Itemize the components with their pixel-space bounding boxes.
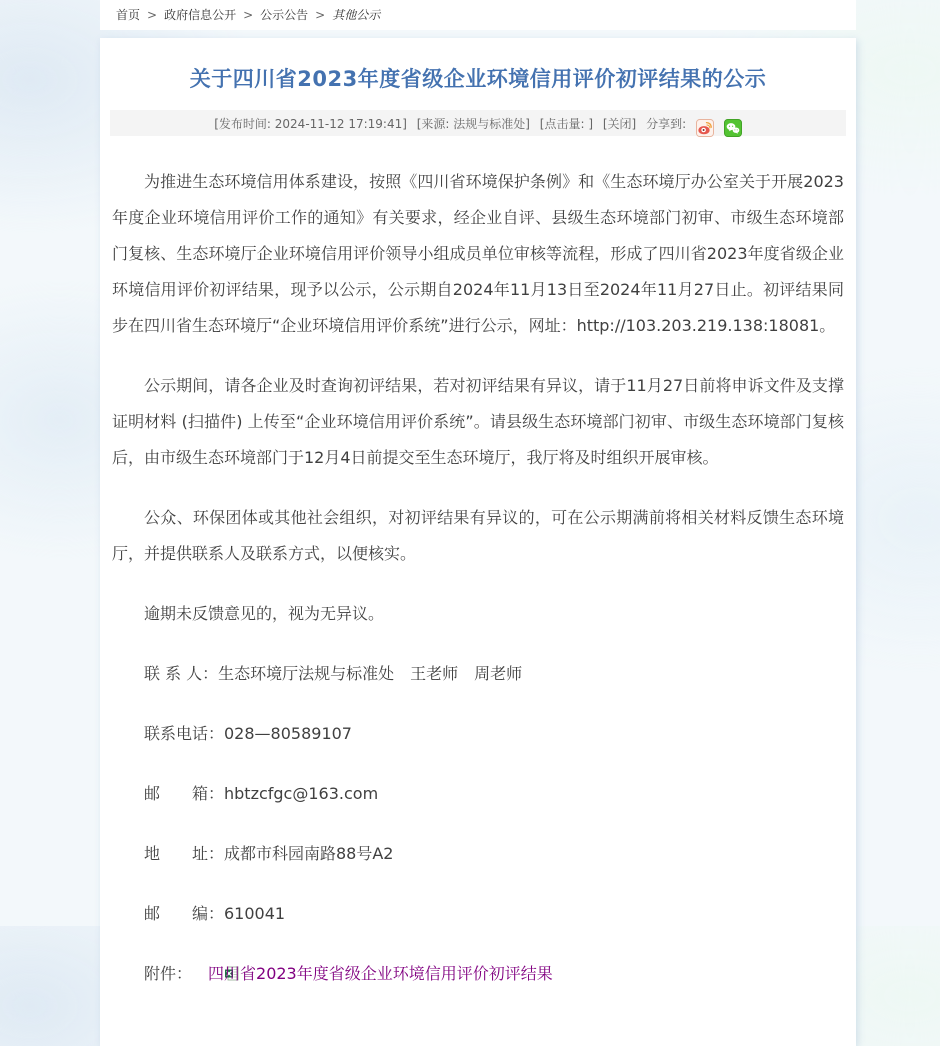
- breadcrumb-announcements[interactable]: 公示公告: [260, 8, 309, 22]
- publish-time: [发布时间: 2024-11-12 17:19:41]: [214, 116, 407, 131]
- attachment-label: 附件：: [144, 964, 193, 984]
- attachment-row: [112, 956, 844, 992]
- breadcrumb-separator: >: [315, 8, 326, 22]
- article-title: 关于四川省2023年度省级企业环境信用评价初评结果的公示: [189, 67, 767, 91]
- article-body: [110, 136, 846, 992]
- excel-file-icon: [192, 956, 207, 971]
- contact-phone: 联系电话：028—80589107: [144, 724, 352, 744]
- contact-person: 联 系 人：生态环境厅法规与标准处 王老师 周老师: [144, 664, 523, 684]
- contact-email: 邮 箱：hbtzcfgc@163.com: [144, 784, 379, 804]
- paragraph-3: 公众、环保团体或其他社会组织，对初评结果有异议的，可在公示期满前将相关材料反馈生态环境厅，并提供联系人及联系方式，以便核实。: [112, 508, 844, 564]
- paragraph-1: 为推进生态环境信用体系建设，按照《四川省环境保护条例》和《生态环境厅办公室关于开展2023年度企业环境信用评价工作的通知》有关要求，经企业自评、县级生态环境部门初审、市级生态环境部门复核、生态环境厅企业环境信用评价领导小组成员单位审核等流程，形成了四川省2023年度省级企业环境信用评价初评结果，现予以公示，公示期自2024年11月13日至2024年11月27日止。初评结果同步在四川省生态环境厅“企业环境信用评价系统”进行公示，网址：http://103.203.219.138:18081。: [112, 172, 844, 336]
- hit-count: [点击量: ]: [539, 116, 594, 131]
- content-column: [100, 0, 856, 1046]
- article-meta-bar: [110, 110, 846, 136]
- breadcrumb-current: 其他公示: [332, 8, 381, 22]
- breadcrumb-separator: >: [147, 8, 158, 22]
- close-link[interactable]: [关闭]: [602, 116, 637, 131]
- paragraph-4: 逾期未反馈意见的，视为无异议。: [144, 604, 385, 624]
- article-container: [100, 38, 856, 1046]
- weibo-share-icon[interactable]: [696, 115, 714, 133]
- contact-postcode: 邮 编：610041: [144, 904, 286, 924]
- wechat-share-icon[interactable]: [724, 115, 742, 133]
- breadcrumb-home[interactable]: 首页: [116, 8, 141, 22]
- breadcrumb: [100, 0, 856, 30]
- breadcrumb-gov-info[interactable]: 政府信息公开: [164, 8, 237, 22]
- breadcrumb-separator: >: [243, 8, 254, 22]
- attachment-link[interactable]: 四川省2023年度省级企业环境信用评价初评结果: [208, 964, 553, 984]
- share-label: 分享到:: [646, 116, 687, 131]
- paragraph-2: 公示期间，请各企业及时查询初评结果，若对初评结果有异议，请于11月27日前将申诉文件及支撑证明材料 (扫描件) 上传至“企业环境信用评价系统”。请县级生态环境部门初审、市级生态环境部门复核后，由市级生态环境部门于12月4日前提交至生态环境厅，我厅将及时组织开展审核。: [112, 376, 844, 468]
- contact-address: 地 址：成都市科园南路88号A2: [144, 844, 394, 864]
- article-source: [来源: 法规与标准处]: [416, 116, 530, 131]
